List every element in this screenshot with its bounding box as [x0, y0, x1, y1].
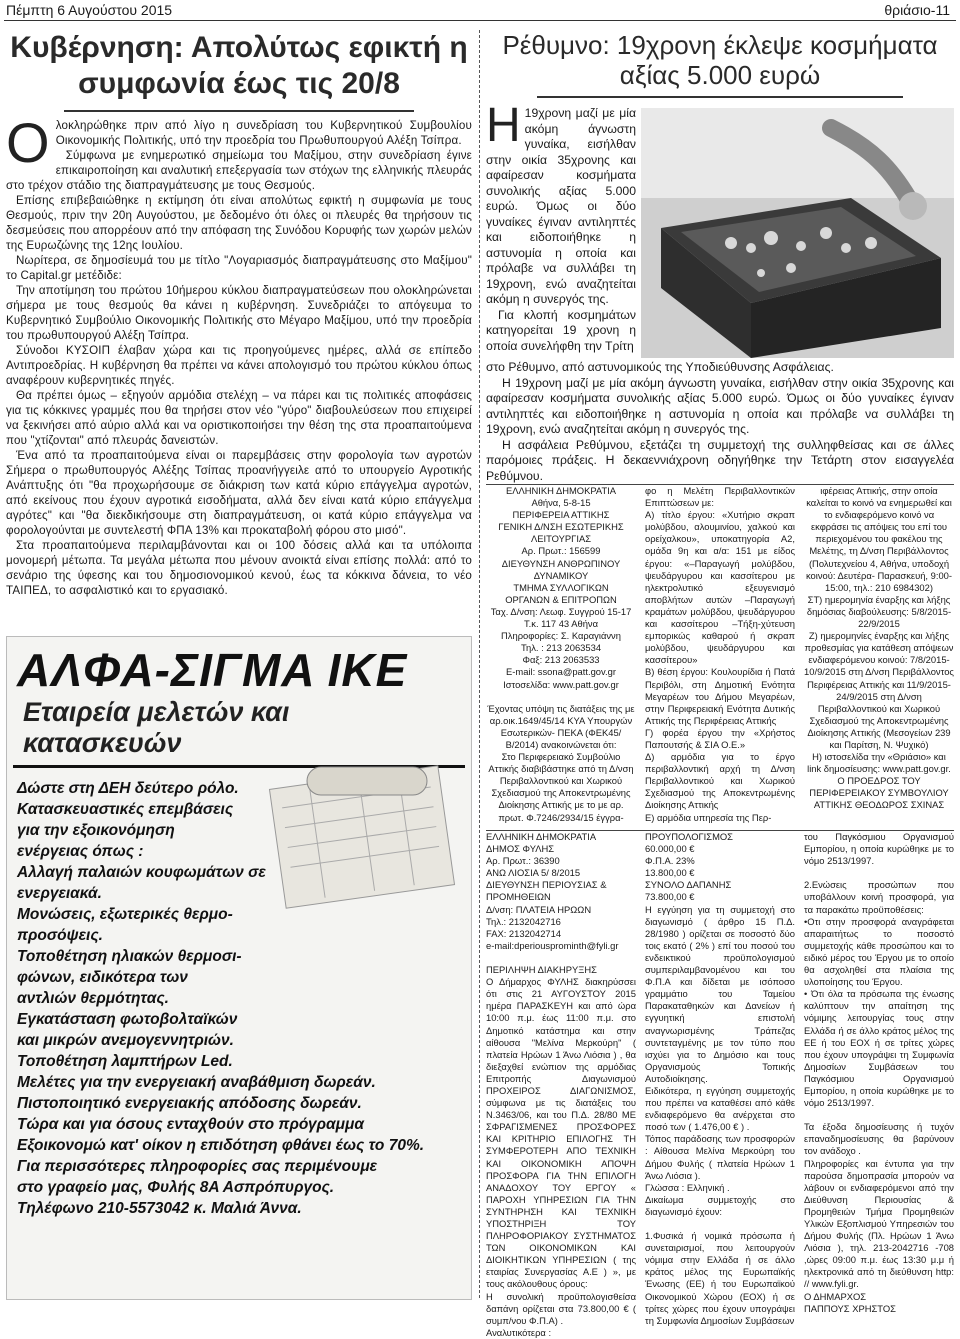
- ad-line: Μελέτες για την ενεργειακή αναβάθμιση δωρεάν.: [17, 1074, 376, 1091]
- notice-column-1: ΕΛΛΗΝΙΚΗ ΔΗΜΟΚΡΑΤΙΑ Αθήνα, 5-8-15 ΠΕΡΙΦΕΡΕΙΑ ΑΤΤΙΚΗΣ ΓΕΝΙΚΗ Δ/ΝΣΗ ΕΣΩΤΕΡΙΚΗΣ ΛΕΙΤΟΥΡΓΙΑΣ Αρ. Πρωτ.: 156599 ΔΙΕΥΘΥΝΣΗ ΑΝΘΡΩΠΙΝΟΥ ΔΥΝΑΜΙΚΟΥ ΤΜΗΜΑ ΣΥΛΛΟΓΙΚΩΝ ΟΡΓΑΝΩΝ & ΕΠΙΤΡΟΠΩΝ Ταχ. Δ/νση: Λεωφ. Συγγρού 15-17 Τ.κ. 117 43 Αθήνα Πληροφορίες: Σ. Καραγιάννη Τηλ. : 213 2063534 Φαξ: 213 2063533 E-mail: ssona@patt.gov.gr Ιστοσελίδα: www.patt.gov.gr Έχοντας υπόψη τις διατάξεις της με αρ.οικ.1649/45/14 ΚΥΑ Υπουργών Εσωτερικών- ΠΕΚΑ (ΦΕΚ45/Β/2014) ανακοινώνεται ότι: Στο Περιφερειακό Συμβούλιο Αττικής διαβιβάστηκε από τη Δ/νση Περιβαλλοντικού και Χωρικού Σχεδιασμού της Αποκεντρωμένης Διοίκησης Αττικής με το με αρ. πρωτ. Φ.7246/2934/15 έγγρα-: [487, 485, 635, 823]
- ad-line: Μονώσεις, εξωτερικές θερμο-: [17, 906, 233, 923]
- paragraph: Η 19χρονη μαζί με μία ακόμη άγνωστη γυναίκα, εισήλθαν στην οικία 35χρονης και αφαίρεσαν κοσμήματα συνολικής αξίας 5.000 ευρώ. Όμως οι δύο γυναίκες έγιναν αντιληπτές και ειδοποιήθηκε η αστυνομία η οποία και πρόλαβε να συλλάβει τη 19χρονη, ενώ αναζητείται ακόμη η συνεργός της.: [486, 375, 954, 436]
- ad-line: Εγκατάσταση φωτοβολταϊκών: [17, 1011, 238, 1028]
- ad-line: Πιστοποιητικό ενεργειακής απόδοσης δωρεάν.: [17, 1095, 362, 1112]
- right-article-body: [486, 360, 954, 484]
- jewelry-box-photo: [641, 108, 954, 358]
- ad-line: Τώρα και για όσους ενταχθούν στο πρόγραμμα: [17, 1116, 364, 1133]
- header-rule: [4, 20, 956, 21]
- left-headline-line1: Κυβέρνηση: Απολύτως εφικτή η: [10, 31, 468, 64]
- notice-column-3: ιφέρειας Αττικής, στην οποία καλείται το κοινό να ενημερωθεί και το ενδιαφερόμενο κοινό να εκφράσει τις απόψεις του επί του περιεχομένου του φακέλου της Μελέτης, τη Δ/νση Περιβάλλοντος (Πολυτεχνείου 4, Αθήνα, υποδοχή κοινού: Δευτέρα- Παρασκευή, 9:00-15:00, τηλ.: 210 6984302) ΣΤ) ημερομηνία έναρξης και λήξης δημόσιας διαβούλευσης: 5/8/2015- 22/9/2015 Ζ) ημερομηνίες έναρξης και λήξης προθεσμίας για κατάθεση απόψεων ενδιαφερόμενου κοινού: 7/8/2015- 10/9/2015 στη Δ/νση Περιβάλλοντος Περιφέρειας Αττικής και 11/9/2015- 24/9/2015 στη Δ/νση Περιβαλλοντικού και Χωρικού Σχεδιασμού της Αποκεντρωμένης Διοίκησης Αττικής (Μεσογείων 239 και Παρίτση, Ν. Ψυχικό) Η) ιστοσελίδα την «Θριάσιο» και link δημοσίευσης: www.patt.gov.gr. Ο ΠΡΟΕΔΡΟΣ ΤΟΥ ΠΕΡΙΦΕΡΕΙΑΚΟΥ ΣΥΜΒΟΥΛΙΟΥ ΑΤΤΙΚΗΣ ΘΕΟΔΩΡΟΣ ΣΧΙΝΑΣ: [804, 485, 954, 811]
- left-article: [6, 30, 472, 598]
- right-headline-line2: αξίας 5.000 ευρώ: [619, 60, 821, 90]
- right-headline-line1: Ρέθυμνο: 19χρονη έκλεψε κοσμήματα: [502, 30, 938, 60]
- paragraph: Θα πρέπει όμως – εξηγούν αρμόδια στελέχη – να πάρει και τις πολιτικές αποφάσεις για τις κόκκινες γραμμές που θα τηρήσει στον νέο "γύρο" διαβουλεύσεων που επιχειρεί να ξεκινήσει από αύριο αλλά και να οριστικοποιήσει την θέση της στα προαπαιτούμενα που "χτίζονται" από πλευράς δανειστών.: [6, 389, 472, 447]
- ad-line: Τοποθέτηση ηλιακών θερμοσι-: [17, 948, 242, 965]
- right-article-side-text: [486, 99, 636, 354]
- ad-line: ενέργειας όπως :: [17, 843, 144, 860]
- notice-column-2: φο η Μελέτη Περιβαλλοντικών Επιπτώσεων με: Α) τίτλο έργου: «Χυτήριο σκραπ μολύβδου, αλουμινίου, χαλκού και ορείχαλκου», υποκατηγορία Α2, ομάδα 9η και α/α: 151 με είδος έργου: «–Παραγωγή μολύβδου, ψευδάργυρου και κασσίτερου με ηλεκτρολυτικό εξευγενισμό αποβλήτων αυτών –Παραγωγή κραμάτων μολύβδου, ψευδάργυρου και κασσίτερου –Τήξη-χύτευση εμπορικώς καθαρού ή σκραπ μολύβδου, ψευδάργυρου και κασσίτερου» Β) θέση έργου: Κουλουρίδια ή Πατά Περιβόλι, στη Δημοτική Ενότητα Μεγαρέων του Δήμου Μεγαρέων, στην Περιφερειακή Ενότητα Δυτικής Αττικής της Περιφέρειας Αττικής Γ) φορέα έργου την «Χρήστος Παπουτσής & ΣΙΑ Ο.Ε.» Δ) αρμόδια για το έργο περιβαλλοντική αρχή τη Δ/νση Περιβαλλοντικού και Χωρικού Σχεδιασμού της Αποκεντρωμένης Διοίκησης Αττικής Ε) αρμόδια υπηρεσία της Περ-: [645, 485, 795, 823]
- left-article-body: [6, 111, 472, 598]
- column-divider: [479, 30, 480, 1298]
- right-article: [486, 30, 954, 483]
- left-headline-line2: συμφωνία έως τις 20/8: [78, 67, 400, 100]
- paragraph: Η 19χρονη μαζί με μία ακόμη άγνωστη γυναίκα, εισήλθαν στην οικία 35χρονης και αφαίρεσαν κοσμήματα συνολικής αξίας 5.000 ευρώ. Όμως οι δύο γυναίκες έγιναν αντιληπτές και ειδοποιήθηκε η αστυνομία η οποία και πρόλαβε να συλλάβει τη 19χρονη, ενώ αναζητείται ακόμη η συνεργός της.: [486, 99, 636, 306]
- paragraph: Στα προαπαιτούμενα περιλαμβάνονται και οι 100 δόσεις αλλά και τα υπόλοιπα μονομερή μέτωπα. Τα μεγάλα μέτωπα που μένουν ανοικτά είναι επίσης πολλά: από το σενάριο της ύφεσης και του δημοσιονομικού κενού, έως τα κόκκινα δάνεια, το νέο ΤΑΙΠΕΔ, το ασφαλιστικό και το εργασιακό.: [6, 539, 472, 597]
- paragraph: Ένα από τα προαπαιτούμενα είναι οι παρεμβάσεις στην φορολογία των αγροτών Σήμερα ο πρωθυπουργός Αλέξης Τσίπας προανήγγειλε από το υπουργείο Αγροτικής Ανάπτυξης ότι "θα προχωρήσουμε σε διάκριση των κατά κύριο επάγγελμα αγροτών, από εκείνους που έχουν αγροτικά εισοδήματα, αλλά δεν είναι κατά κύριο επάγγελμα αγρότες" και "θα διεκδικήσουμε στη διαπραγμάτευση, οι κατά κύριο επάγγελμα να φορολογούνται με συντελεστή ΦΠΑ 13% και προκαταβολή φόρου στο μισό".: [6, 449, 472, 537]
- ad-line: Τηλέφωνο 210-5573042 κ. Μαλιά Άννα.: [17, 1200, 302, 1217]
- ad-line: Για περισσότερες πληροφορίες σας περιμένουμε: [17, 1158, 378, 1175]
- page-header: [0, 0, 960, 22]
- ad-subtitle: Εταιρεία μελετών και κατασκευών: [13, 697, 465, 768]
- ad-line: Κατασκευαστικές επεμβάσεις: [17, 801, 234, 818]
- ad-line: Εξοικονομώ κατ' οίκον η επιδότηση φθάνει έως το 70%.: [17, 1137, 425, 1154]
- notice-column-1: ΕΛΛΗΝΙΚΗ ΔΗΜΟΚΡΑΤΙΑ ΔΗΜΟΣ ΦΥΛΗΣ Αρ. Πρωτ.: 36390 ΑΝΩ ΛΙΟΣΙΑ 5/ 8/2015 ΔΙΕΥΘΥΝΣΗ ΠΕΡΙΟΥΣΙΑΣ & ΠΡΟΜΗΘΕΙΩΝ Δ/νση: ΠΛΑΤΕΙΑ ΗΡΩΩΝ Τηλ.: 2132042716 FAX: 2132042714 e-mail:dperiousprominth@fyli.gr ΠΕΡΙΛΗΨΗ ΔΙΑΚΗΡΥΞΗΣ Ο Δήμαρχος ΦΥΛΗΣ διακηρύσσει ότι στις 21 ΑΥΓΟΥΣΤΟΥ 2015 ημέρα ΠΑΡΑΣΚΕΥΗ και από ώρα 10:00 π.μ. έως 11:00 π.μ. στο Δημοτικό κατάστημα και στην αίθουσα "Μελίνα Μερκούρη" ( πλατεία Ηρώων 1 Άνω Λιόσια ) , θα διεξαχθεί ενώπιον της αρμόδιας Επιτροπής Διαγωνισμού ΠΡΟΧΕΙΡΟΣ ΔΙΑΓΩΝΙΣΜΟΣ, σύμφωνα με τις διατάξεις του Ν.3463/06, και του Π.Δ. 28/80 ΜΕ ΣΦΡΑΓΙΣΜΕΝΕΣ ΠΡΟΣΦΟΡΕΣ ΚΑΙ ΚΡΙΤΗΡΙΟ ΕΠΙΛΟΓΗΣ ΤΗ ΣΥΜΦΕΡΟΤΕΡΗ ΑΠΟ ΤΕΧΝΙΚΗ ΚΑΙ ΟΙΚΟΝΟΜΙΚΗ ΑΠΟΨΗ ΠΡΟΣΦΟΡΑ ΓΙΑ ΤΗΝ ΕΠΙΛΟΓΗ ΑΝΑΔΟΧΟΥ ΤΟΥ ΕΡΓΟΥ « ΠΑΡΟΧΗ ΥΠΗΡΕΣΙΩΝ ΓΙΑ ΤΗΝ ΣΥΝΤΗΡΗΣΗ ΚΑΙ ΤΕΧΝΙΚΗ ΥΠΟΣΤΗΡΙΞΗ ΤΟΥ ΠΛΗΡΟΦΟΡΙΑΚΟΥ ΣΥΣΤΗΜΑΤΟΣ ΤΩΝ ΟΙΚΟΝΟΜΙΚΩΝ ΚΑΙ ΔΙΟΙΚΗΤΙΚΩΝ ΥΠΗΡΕΣΙΩΝ ( της εταιρίας Συνεργασίας Α.Ε ) », με τους ακόλουθους όρους: Η συνολική προϋπολογισθείσα δαπάνη ορίζεται στα 73.800,00 € ( συμπ/νου Φ.Π.Α) . Αναλυτικότερα :: [486, 831, 636, 1338]
- ad-line: φώνων, ειδικότερα των: [17, 969, 188, 986]
- ad-line: Δώστε στη ΔΕΗ δεύτερο ρόλο.: [17, 780, 239, 797]
- paragraph: Επίσης επιβεβαιώθηκε η εκτίμηση ότι είναι απολύτως εφικτή η συμφωνία με τους Θεσμούς, πριν την 20η Αυγούστου, με δεδομένο ότι όλες οι πλευρές θα τηρήσουν τις δεσμεύσεις που απορρέουν από την απόφαση της Συνόδου Κορυφής των χωρών μελών της Ευρωζώνης της 12ης Ιουλίου.: [6, 194, 472, 252]
- notice-column-3: του Παγκόσμιου Οργανισμού Εμπορίου, η οποία κυρώθηκε με το νόμο 2513/1997. 2.Ενώσεις προσώπων που υποβάλλουν κοινή προσφορά, για τα παρακάτω προϋποθέσεις: •Οτι στην προσφορά αναγράφεται απαραιτήτως το ποσοστό συμμετοχής κάθε προσώπου και το ειδικό μέρος του Έργου με το οποίο θα ασχοληθεί στα πλαίσια της υλοποίησης του Έργου. • Ότι όλα τα πρόσωπα της ένωσης καλύπτουν την απαίτηση της νόμιμης λειτουργίας τους στην Ελλάδα ή σε άλλο κράτος μέλος της ΕΕ ή του ΕΟΧ ή σε τρίτες χώρες που έχουν υπογράψει τη Συμφωνία Δημοσίων Συμβάσεων του Παγκόσμιου Οργανισμού Εμπορίου, η οποία κυρώθηκε με το νόμο 2513/1997. Τα έξοδα δημοσίευσης ή τυχόν επαναδημοσίευσης θα βαρύνουν τον ανάδοχο . Πληροφορίες και έντυπα για την παρούσα δημοπρασία μπορούν να λάβουν οι ενδιαφερόμενοι από την Διεύθυνση Περιουσίας & Προμηθειών Τμήμα Προμηθειών Υλικών Εξοπλισμού Υπηρεσιών του Δήμου Φυλής (Πλ. Ηρώων 1 Άνω Λιόσια ), τηλ. 213-2042716 -708 ,ώρες 09:00 π.μ. έως 13:30 μ.μ ή ηλεκτρονικά από τη διεύθυνση http: // www.fyli.gr. Ο ΔΗΜΑΡΧΟΣ ΠΑΠΠΟΥΣ ΧΡΗΣΤΟΣ: [804, 831, 954, 1314]
- paragraph: Ολοκληρώθηκε πριν από λίγο η συνεδρίαση του Κυβερνητικού Συμβουλίου Οικονομικής Πολιτικής, υπό την προεδρία του Πρωθυπουργού Αλέξη Τσίπρα.: [6, 111, 472, 174]
- ad-line: ενεργειακά.: [17, 885, 102, 902]
- paragraph: Σύμφωνα με ενημερωτικό σημείωμα του Μαξίμου, στην συνεδρίαση έγινε επικαιροποίηση και αναλυτική επεξεργασία των στόχων της ελληνικής πλευράς στο τρέχον στάδιο της διαπραγμάτευσης με τους Θεσμούς.: [6, 149, 472, 192]
- paragraph: στο Ρέθυμνο, από αστυνομικούς της Υποδιεύθυνσης Ασφάλειας.: [486, 360, 834, 374]
- ad-line: και μικρών ανεμογεννητριών.: [17, 1032, 234, 1049]
- paragraph: Την αποτίμηση του πρώτου 10ήμερου κύκλου διαπραγματεύσεων που ολοκληρώνεται σήμερα με τους θεσμούς θα κάνει η κυβέρνηση. Συνεδριάζει το απόγευμα το Κυβερνητικό Συμβούλιο Οικονομικής Πολιτικής στο Μέγαρο Μαξίμου, υπό την προεδρία του πρωθυπουργού Αλέξη Τσίπρα.: [6, 284, 472, 342]
- page-label: θριάσιο-11: [884, 2, 950, 18]
- left-headline: [6, 30, 472, 102]
- ad-line: στο γραφείο μας, Φυλής 8Α Ασπρόπυργος.: [17, 1179, 335, 1196]
- ad-line: προσόψεις.: [17, 927, 103, 944]
- dropcap: Η: [486, 99, 521, 152]
- blueprint-image: [267, 757, 457, 907]
- dropcap: Ο: [6, 111, 50, 174]
- issue-date: Πέμπτη 6 Αυγούστου 2015: [6, 2, 173, 18]
- notice-column-2: ΠΡΟΥΠΟΛΟΓΙΣΜΟΣ 60.000,00 € Φ.Π.Α. 23% 13.800,00 € ΣΥΝΟΛΟ ΔΑΠΑΝΗΣ 73.800,00 € Η εγγύηση για τη συμμετοχή στο διαγωνισμό ( άρθρο 15 Π.Δ. 28/1980 ) ορίζεται σε ποσοστό δύο τοις εκατό ( 2% ) επί του ποσού του ενδεικτικού προϋπολογισμού συμπεριλαμβανομένου και του Φ.Π.Α και δίδεται με ισόποσο γραμμάτιο του Ταμείου Παρακαταθηκών και Δανείων ή εγγυητική επιστολή αναγνωρισμένης Τράπεζας συντεταγμένης με τον τύπο που ισχύει για το Δημόσιο και τους Οργανισμούς Τοπικής Αυτοδιοίκησης. Ειδικότερα, η εγγύηση συμμετοχής που πρέπει να καταθέσει από κάθε ενδιαφερόμενο θα ανέρχεται στο ποσό των ( 1.476,00 € ) . Τόπος παράδοσης των προσφορών : Αίθουσα Μελίνα Μερκούρη του Δήμου Φυλής ( πλατεία Ηρώων 1 Άνω Λιόσια ). Γλώσσα : Ελληνική . Δικαίωμα συμμετοχής στο διαγωνισμό έχουν: 1.Φυσικά ή νομικά πρόσωπα ή συνεταιρισμοί, που λειτουργούν νόμιμα στην Ελλάδα ή σε άλλο κράτος μέλος της Ευρωπαϊκής Ένωσης (ΕΕ) ή του Ευρωπαϊκού Οικονομικού Χώρου (ΕΟΧ) ή σε τρίτες χώρες που έχουν υπογράψει τη Συμφωνία Δημοσίων Συμβάσεων: [645, 831, 795, 1326]
- right-headline-rule: [537, 96, 902, 98]
- paragraph: Σύνοδοι ΚΥΣΟΙΠ έλαβαν χώρα και τις προηγούμενες ημέρες, αλλά σε επίπεδο Αντιπροεδρίας. Η κυβέρνηση θα πρέπει να κάνει απολογισμό του πρώτου κύκλου όπως αναφέρουν κυβερνητικές πηγές.: [6, 344, 472, 387]
- right-headline: [486, 30, 954, 90]
- paragraph: Η ασφάλεια Ρεθύμνου, εξετάζει τη συμμετοχή της συλληφθείσας και σε άλλες παρόμοιες πράξεις. Η δεκαεννιάχρονη οδηγήθηκε την Τετάρτη στον εισαγγελέα Ρεθύμνου.: [486, 437, 954, 483]
- ad-title: ΑΛΦΑ-ΣΙΓΜΑ ΙΚΕ: [17, 644, 408, 696]
- left-headline-rule: [64, 110, 414, 112]
- ad-line: αντλιών θερμότητας.: [17, 990, 169, 1007]
- ad-line: Αλλαγή παλαιών κουφωμάτων σε: [17, 864, 266, 881]
- paragraph: Νωρίτερα, σε δημοσίευμά του με τίτλο "Λογαριασμός διαπραγμάτευσης στο Μαξίμου" το Capital.gr μετέδιδε:: [6, 254, 472, 282]
- public-notice-region: [486, 484, 954, 824]
- ad-line: για την εξοικονόμηση: [17, 822, 175, 839]
- public-notice-municipality: [486, 830, 954, 1338]
- advertisement: [6, 636, 472, 1300]
- ad-line: Τοποθέτηση λαμπτήρων Led.: [17, 1053, 233, 1070]
- paragraph: Για κλοπή κοσμημάτων κατηγορείται 19 χρονη η οποία συνελήφθη την Τρίτη: [486, 307, 636, 353]
